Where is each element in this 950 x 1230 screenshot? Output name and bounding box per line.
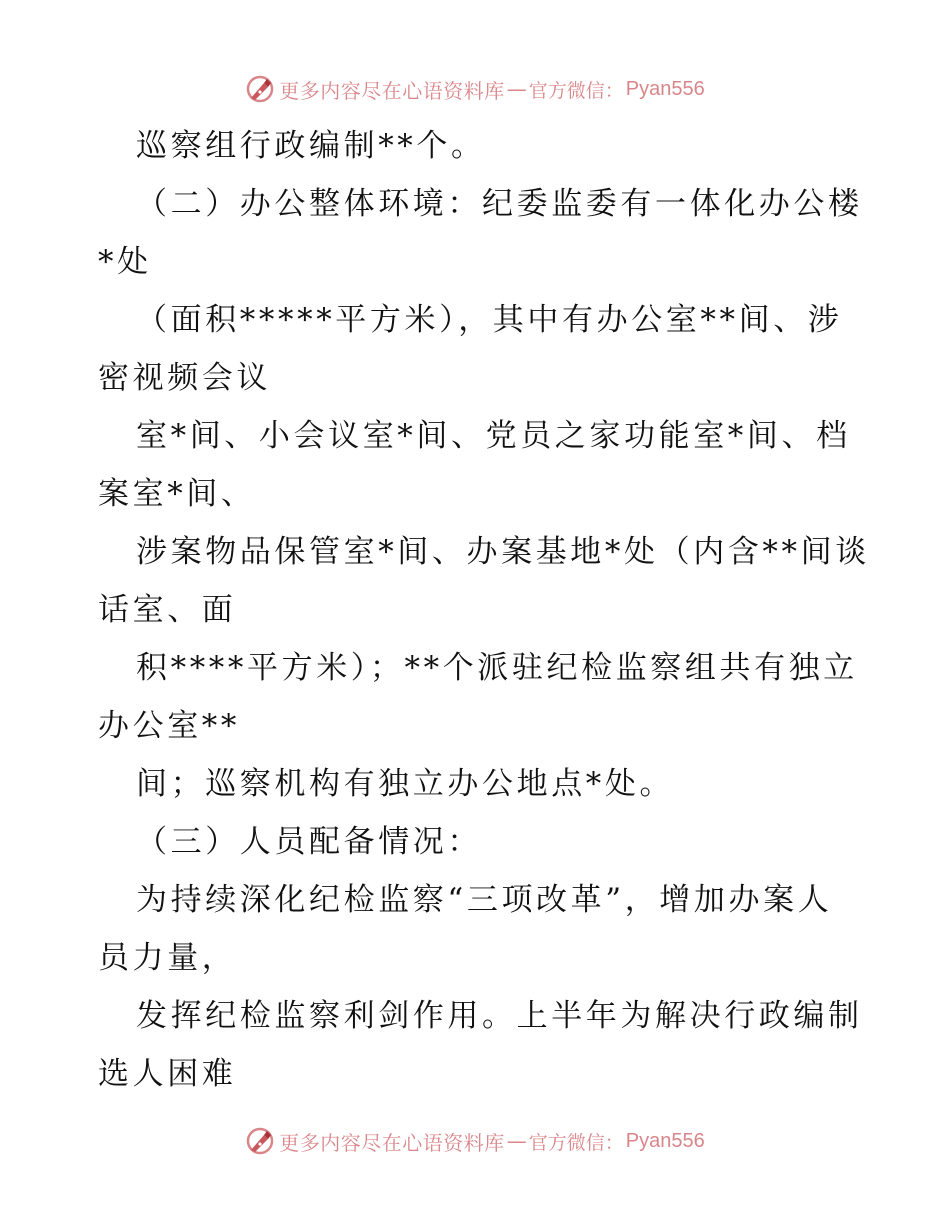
watermark-label: 官方微信： (528, 1131, 624, 1154)
watermark-separator: — (506, 77, 527, 101)
paragraph-line: 间；巡察机构有独立办公地点*处。 (136, 766, 675, 802)
paragraph-line: 涉案物品保管室*间、办案基地*处（内含**间谈 (136, 534, 870, 570)
paragraph-line: 积****平方米）；**个派驻纪检监察组共有独立 (136, 650, 858, 686)
pen-nib-logo-icon (245, 1126, 275, 1156)
pen-nib-logo-icon (245, 74, 275, 104)
paragraph-line: 案室*间、 (98, 476, 256, 512)
section-heading-line: （二）办公整体环境：纪委监委有一体化办公楼 (136, 186, 863, 222)
paragraph-line: 发挥纪检监察利剑作用。上半年为解决行政编制 (136, 998, 863, 1034)
paragraph-line: 室*间、小会议室*间、党员之家功能室*间、档 (136, 418, 851, 454)
paragraph-line: 选人困难 (98, 1056, 237, 1092)
watermark-text: 更多内容尽在心语资料库 (279, 1130, 505, 1155)
paragraph-line: 话室、面 (98, 592, 237, 628)
paragraph-line: 密视频会议 (98, 360, 271, 396)
paragraph-line: （面积*****平方米），其中有办公室**间、涉 (136, 302, 843, 338)
watermark-separator: — (506, 1129, 527, 1153)
watermark-label: 官方微信： (528, 79, 624, 102)
watermark-text: 更多内容尽在心语资料库 (279, 78, 505, 103)
paragraph-line: 办公室** (98, 708, 240, 744)
paragraph-line: *处 (98, 244, 152, 280)
header-watermark (0, 72, 950, 106)
paragraph-line: 为持续深化纪检监察“三项改革”，增加办案人 (136, 882, 833, 918)
watermark-handle: Pyan556 (625, 1129, 705, 1152)
paragraph-line: 员力量， (98, 940, 237, 976)
section-heading-line: （三）人员配备情况： (136, 824, 482, 860)
footer-watermark (0, 1124, 950, 1158)
paragraph-line: 巡察组行政编制**个。 (136, 128, 486, 164)
watermark-handle: Pyan556 (625, 77, 705, 100)
